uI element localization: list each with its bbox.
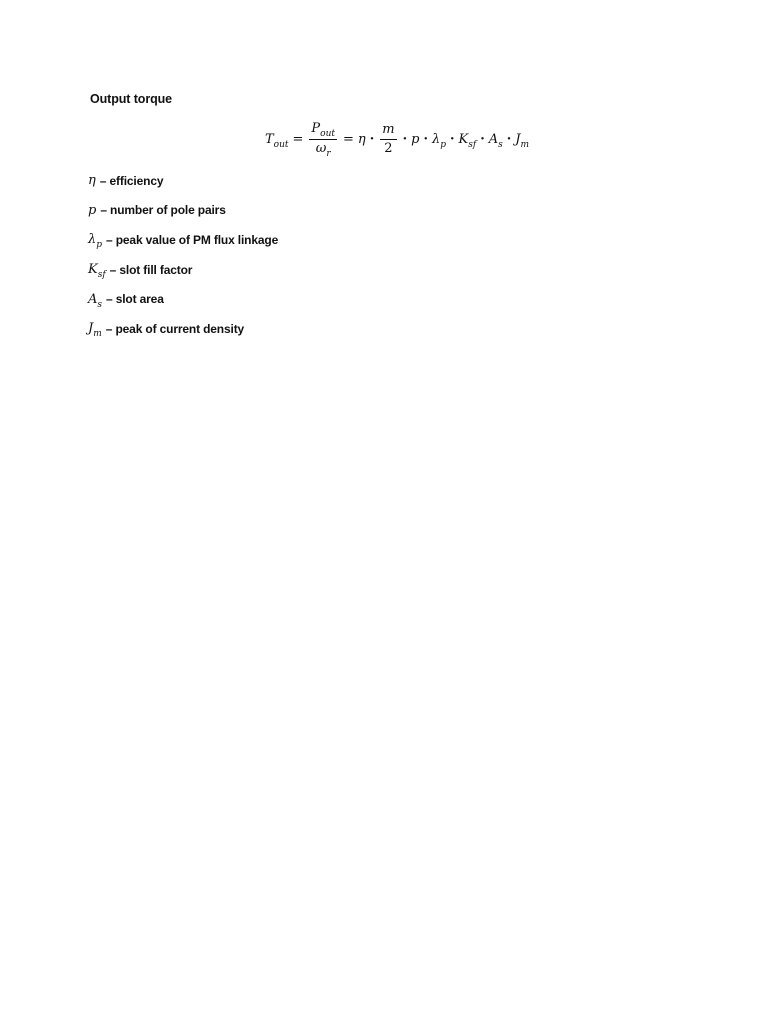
eq-equals-1: = (292, 131, 304, 147)
eq-k-sf: $K_{sf}$ (458, 131, 477, 150)
eq-dot: · (449, 131, 455, 147)
definition-symbol: η (88, 173, 96, 189)
eq-fraction-phases (380, 121, 396, 158)
definition-symbol: $\lambda_p$ (88, 232, 103, 251)
eq-dot: · (480, 131, 485, 147)
definition-symbol: $J_m$ (88, 321, 102, 340)
eq-two: 2 (384, 140, 393, 156)
eq-equals-2: = (343, 131, 354, 147)
definitions-list (88, 166, 278, 344)
eq-lambda-p: $\lambda_p$ (431, 131, 446, 150)
definition-text: – peak of current density (105, 321, 245, 336)
definition-item (88, 314, 278, 344)
torque-equation (265, 117, 529, 161)
definition-item (88, 225, 278, 255)
definition-symbol: $A_s$ (88, 291, 103, 310)
eq-p-out: $P_{out}$ (311, 120, 336, 139)
eq-j-m: $J_m$ (515, 131, 530, 150)
definition-item (88, 255, 278, 285)
eq-dot: · (506, 131, 512, 147)
definition-text: – slot fill factor (109, 262, 193, 277)
section-heading: Output torque (90, 92, 173, 106)
definition-symbol: $K_{sf}$ (88, 262, 106, 281)
definition-text: – slot area (106, 292, 164, 307)
eq-eta: η (357, 131, 366, 147)
definition-item (88, 196, 278, 226)
eq-dot: · (402, 131, 408, 147)
eq-a-s: $A_s$ (488, 131, 503, 150)
eq-t-out: $T_{out}$ (265, 131, 289, 150)
definition-text: – number of pole pairs (100, 203, 226, 218)
eq-m: m (380, 121, 396, 140)
definition-text: – efficiency (99, 173, 164, 188)
definition-symbol: p (88, 202, 97, 218)
definition-item (88, 284, 278, 314)
definition-item (88, 166, 278, 196)
eq-fraction-power (309, 120, 337, 159)
definition-text: – peak value of PM flux linkage (106, 232, 279, 247)
eq-p: p (411, 131, 420, 147)
eq-dot: · (369, 131, 375, 147)
eq-omega-r: $\omega_r$ (315, 140, 331, 159)
eq-dot: · (423, 131, 428, 147)
